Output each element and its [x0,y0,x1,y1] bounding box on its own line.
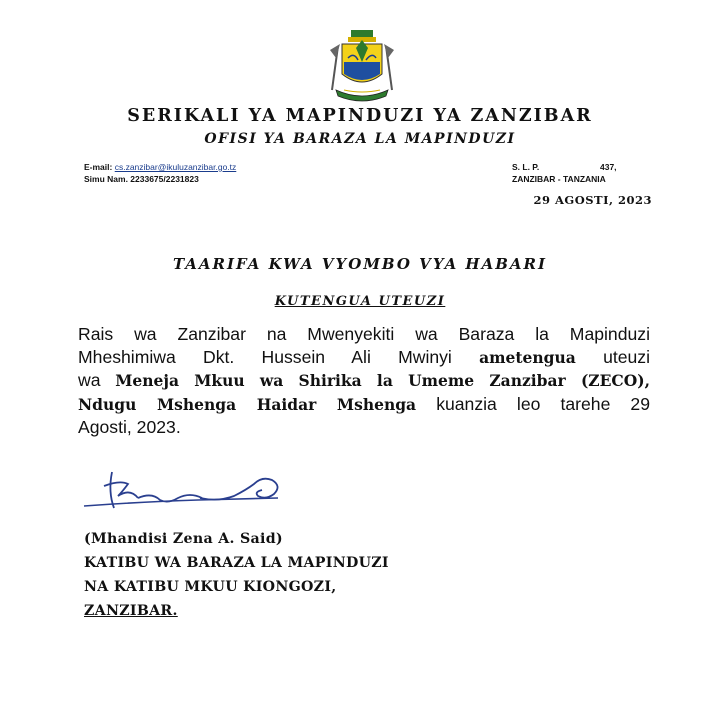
phone-number: Simu Nam. 2233675/2231823 [84,174,199,184]
signer-block [84,527,389,623]
body-line-1: Rais wa Zanzibar na Mwenyekiti wa Baraza la Mapinduzi [78,324,650,344]
document-date: 29 AGOSTI, 2023 [533,193,652,207]
signer-title-2: NA KATIBU MKUU KIONGOZI, [84,579,337,595]
signature-icon [78,462,298,522]
body-line-3: wa Meneja Mkuu wa Shirika la Umeme Zanzibar (ZECO), [78,370,650,390]
body-line-4: Ndugu Mshenga Haidar Mshenga kuanzia leo tarehe 29 [78,393,650,414]
location: ZANZIBAR - TANZANIA [512,174,606,184]
document-subtitle: KUTENGUA UTEUZI [274,294,446,309]
email-label: E-mail: [84,162,113,172]
signer-name: (Mhandisi Zena A. Said) [84,531,283,547]
signer-title-1: KATIBU WA BARAZA LA MAPINDUZI [84,555,389,571]
email-link[interactable]: cs.zanzibar@ikuluzanzibar.go.tz [114,162,237,172]
office-name: OFISI YA BARAZA LA MAPINDUZI [204,131,516,147]
document-title: TAARIFA KWA VYOMBO VYA HABARI [172,255,548,273]
signer-title-3: ZANZIBAR. [84,603,178,619]
statement-body [78,323,650,439]
body-line-5: Agosti, 2023. [78,417,181,437]
body-line-2: Mheshimiwa Dkt. Hussein Ali Mwinyi ametengua uteuzi [78,346,651,367]
po-box-block [512,161,617,185]
coat-of-arms-icon [318,28,406,108]
contact-block [84,161,236,185]
po-box-number: 437, [600,162,617,172]
government-name: SERIKALI YA MAPINDUZI YA ZANZIBAR [127,106,593,126]
po-box-label: S. L. P. [512,162,540,172]
